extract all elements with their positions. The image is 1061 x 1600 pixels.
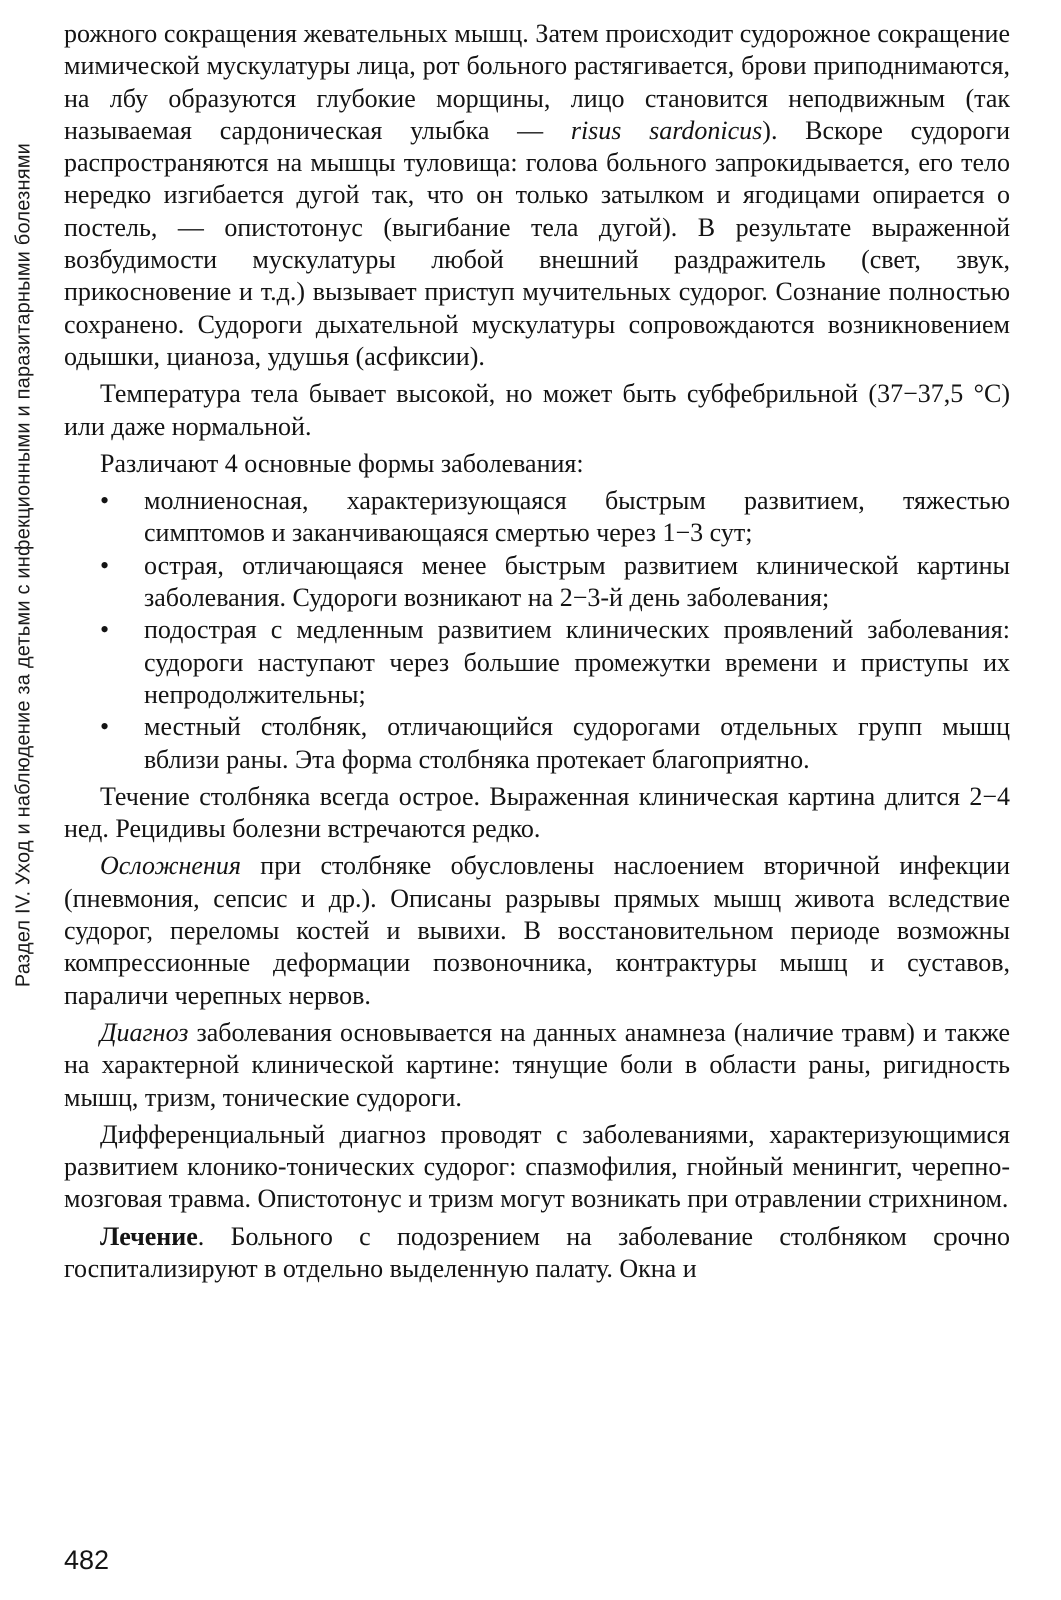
paragraph-complications — [64, 850, 1010, 1011]
paragraph-course: Течение столбняка всегда острое. Выраженная клиническая картина длится 2−4 нед. Рецидивы болезни встречаются редко. — [64, 781, 1010, 844]
list-item: • подострая с медленным развитием клинических проявлений заболевания: судороги наступают через большие промежутки времени и приступы их непродолжительны; — [64, 614, 1010, 711]
complications-term: Осложнения — [100, 851, 241, 881]
list-item: • острая, отличающаяся менее быстрым развитием клинической картины заболевания. Судороги возникают на 2−3-й день заболевания; — [64, 550, 1010, 615]
running-header — [0, 0, 48, 1130]
complications-text: при столбняке обусловлены наслоением вторичной инфекции (пневмония, сепсис и др.). Описаны разрывы прямых мышц живота вследствие судорог, переломы костей и вывихи. В восстановительном периоде возможны компрессионные деформации позвоночника, контрактуры мышц и суставов, параличи черепных нервов. — [64, 851, 1010, 1010]
treatment-heading: Лечение — [100, 1221, 198, 1251]
page-number: 482 — [64, 1545, 110, 1575]
list-item: • молниеносная, характеризующаяся быстрым развитием, тяжестью симптомов и заканчивающаяся смертью через 1−3 сут; — [64, 485, 1010, 550]
paragraph-forms-intro: Различают 4 основные формы заболевания: — [100, 448, 584, 478]
paragraph-temperature: Температура тела бывает высокой, но может быть субфебрильной (37−37,5 °С) или даже нормальной. — [64, 379, 1010, 441]
paragraph-symptoms-end: ). Вскоре судороги распространяются на мышцы туловища: голова больного запрокидывается, его тело нередко изгибается дугой так, что он только затылком и ягодицами опирается о постель, — опистотонус (выгибание тела дугой). В результате выраженной возбудимости мускулатуры любой внешний раздражитель (свет, звук, прикосновение и т.д.) вызывает приступ мучительных судорог. Сознание полностью сохранено. Судороги дыхательной мускулатуры сопровождаются возникновением одышки, цианоза, удушья (асфиксии). — [64, 115, 1010, 371]
paragraph-differential: Дифференциальный диагноз проводят с заболеваниями, характеризующимися развитием клонико-тонических судорог: спазмофилия, гнойный менингит, черепно-мозговая травма. Опистотонус и тризм могут возникать при отравлении стрихнином. — [64, 1119, 1010, 1214]
treatment-text: . Больного с подозрением на заболевание столбняком срочно госпитализируют в отдельно выделенную палату. Окна и — [64, 1221, 1010, 1283]
diagnosis-term: Диагноз — [100, 1017, 189, 1047]
list-item: • местный столбняк, отличающийся судорогами отдельных групп мышц вблизи раны. Эта форма столбняка протекает благоприятно. — [64, 711, 1010, 776]
running-header-text: Раздел IV. Уход и наблюдение за детьми с инфекционными и паразитарными болезнями — [12, 142, 35, 988]
page-body — [64, 18, 1010, 1290]
diagnosis-text: заболевания основывается на данных анамнеза (наличие травм) и также на характерной клинической картине: тянущие боли в области раны, ригидность мышц, тризм, тонические судороги. — [64, 1017, 1010, 1112]
paragraph-symptoms-start: рожного сокращения жевательных мышц. Затем происходит судорожное сокращение мимической мускулатуры лица, рот больного растягивается, брови приподнимаются, на лбу образуются глубокие морщины, лицо становится неподвижным (так называемая сардоническая улыбка — — [64, 19, 1010, 145]
latin-term: risus sardonicus — [570, 115, 763, 145]
paragraph-treatment — [64, 1221, 1010, 1286]
paragraph-diagnosis — [64, 1017, 1010, 1114]
paragraph-symptoms — [64, 18, 1010, 373]
forms-list — [64, 485, 1010, 776]
